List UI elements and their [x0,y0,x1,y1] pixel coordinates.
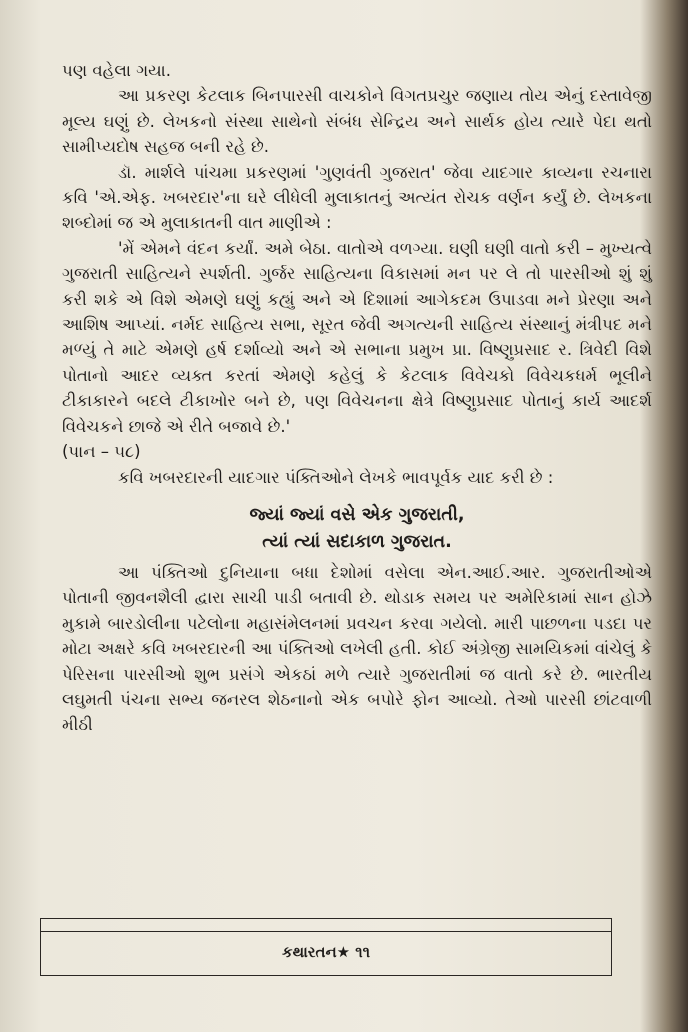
quoted-passage: 'મેં એમને વંદન કર્યાં. અમે બેઠા. વાતોએ વળગ્યા. ઘણી ઘણી વાતો કરી – મુખ્યત્વે ગુજરાતી સાહિત્યને સ્પર્શતી. ગુર્જર સાહિત્યના વિકાસમાં મન પર લે તો પારસીઓ શું શું કરી શકે એ વિશે એમણે ઘણું કહ્યું અને એ દિશામાં આગેકદમ ઉપાડવા મને પ્રેરણા અને આશિષ આપ્યાં. નર્મદ સાહિત્ય સભા, સૂરત જેવી અગત્યની સાહિત્ય સંસ્થાનું મંત્રીપદ મને મળ્યું તે માટે એમણે હર્ષ દર્શાવ્યો અને એ સભાના પ્રમુખ પ્રા. વિષ્ણુપ્રસાદ ર. ત્રિવેદી વિશે પોતાનો આદર વ્યક્ત કરતાં એમણે કહેલું કે કેટલાક વિવેચકો વિવેચકધર્મ ભૂલીને ટીકાકારને બદલે ટીકાખોર બને છે, પણ વિવેચનના ક્ષેત્રે વિષ્ણુપ્રસાદ પોતાનું કાર્ય આદર્શ વિવેચકને છાજે એ રીતે બજાવે છે.' [62,238,652,436]
paragraph-verse-intro: કવિ ખબરદારની યાદગાર પંક્તિઓને લેખકે ભાવપૂર્વક યાદ કરી છે : [118,467,554,487]
poem-verse [62,502,652,556]
page-footer [40,918,612,976]
page-reference: (પાન – ૫૮) [62,442,141,462]
paragraph-marshall-visit: ડૉ. માર્શલે પાંચમા પ્રકરણમાં 'ગુણવંતી ગુજરાત' જેવા યાદગાર કાવ્યના રચનારા કવિ 'એ.એફ. ખબરદાર'ના ઘરે લીધેલી મુલાકાતનું અત્યંત રોચક વર્ણન કર્યું છે. લેખકના શબ્દોમાં જ એ મુલાકાતની વાત માણીએ : [62,162,652,233]
verse-line-2: ત્યાં ત્યાં સદાકાળ ગુજરાત. [262,531,452,552]
paragraph-continuation: પણ વહેલા ગયા. [62,61,171,80]
paragraph-closing: આ પંક્તિઓ દુનિયાના બધા દેશોમાં વસેલા એન.આઈ.આર. ગુજરાતીઓએ પોતાની જીવનશૈલી દ્વારા સાચી પાડી બતાવી છે. થોડાક સમય પર અમેરિકામાં સાન હોઝે મુકામે બારડોલીના પટેલોના મહાસંમેલનમાં પ્રવચન કરવા ગયેલો. મારી પાછળના પડદા પર મોટા અક્ષરે કવિ ખબરદારની આ પંક્તિઓ લખેલી હતી. કોઈ અંગ્રેજી સામયિકમાં વાંચેલું કે પેરિસના પારસીઓ શુભ પ્રસંગે એકઠાં મળે ત્યારે ગુજરાતીમાં જ વાતો કરે છે. ભારતીય લઘુમતી પંચના સભ્ય જનરલ શેઠનાનો એક બપોરે ફોન આવ્યો. તેઓ પારસી છાંટવાળી મીઠી [62,562,652,735]
footer-title-page-number: કથારતન★ ૧૧ [281,943,370,961]
verse-line-1: જ્યાં જ્યાં વસે એક ગુજરાતી, [249,504,465,525]
paragraph-chapter-note: આ પ્રકરણ કેટલાક બિનપારસી વાચકોને વિગતપ્રચુર જણાય તોય એનું દસ્તાવેજી મૂલ્ય ઘણું છે. લેખકનો સંસ્થા સાથેનો સંબંધ સેન્દ્રિય અને સાર્થક હોય ત્યારે પેદા થતો સામીપ્યદોષ સહજ બની રહે છે. [62,86,652,157]
footer-rule [41,931,611,932]
body-text [62,58,652,738]
